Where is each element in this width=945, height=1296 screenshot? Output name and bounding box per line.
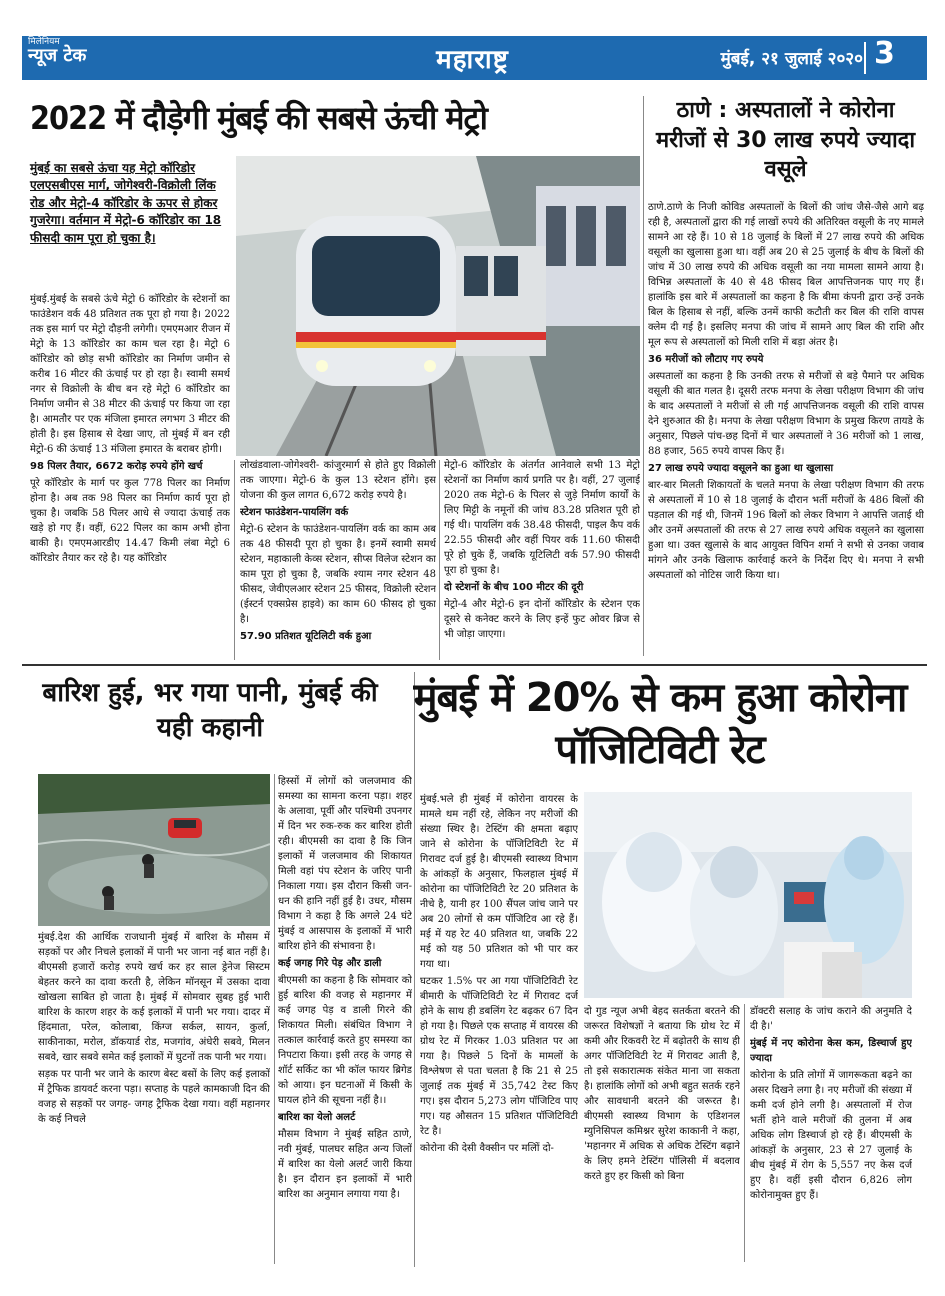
metro-col2-subhead-2: 57.90 प्रतिशत यूटिलिटी वर्क हुआ bbox=[240, 631, 372, 642]
page-separator bbox=[864, 42, 866, 74]
thane-headline: ठाणे : अस्पतालों ने कोरोना मरीजों से 30 लाख रुपये ज्यादा वसूले bbox=[655, 98, 916, 183]
corona-column-2 bbox=[584, 1004, 740, 1262]
corona-colD-text: दो गुड न्यूज अभी बेहद सतर्कता बरतने की जरूरत विशेषज्ञों ने बताया कि ग्रोथ रेट में कमी और रिकवरी रेट में बढ़ोतरी के साथ ही अगर पॉजिटिविटी रेट में गिरावट आती है, तो इसे सकारात्मक संकेत माना जा सकता है। हालांकि लोगों को अभी बहुत सतर्क रहने और सावधानी बरतने की जरूरत है। बीएमसी स्वास्थ्य विभाग के एडिशनल म्युनिसिपल कमिश्नर सुरेश काकानी ने कहा, 'महानगर में अधिक से अधिक टेस्टिंग बढ़ाने के लिए हमने टेस्टिंग पॉलिसी में बदलाव करते हुए हर किसी को बिना bbox=[584, 1006, 740, 1182]
metro-col3-subhead: दो स्टेशनों के बीच 100 मीटर की दूरी bbox=[444, 582, 584, 593]
rain-colA-text: मुंबई.देश की आर्थिक राजधानी मुंबई में बारिश के मौसम में सड़कों पर और निचले इलाकों में पानी भर जाना नई बात नहीं है। बीएमसी हजारों करोड़ रुपये खर्च कर हर साल ड्रेनेज सिस्टम बेहतर करने का दावा करती है, लेकिन मॉनसून में उसका दावा खोखला साबित हो जाता है। मुंबई में सोमवार सुबह हुई भारी बारिश के कारण शहर के कई इलाकों में पानी भर गया। दादर में हिंदमाता, परेल, कोलाबा, किंग्ज सर्कल, सायन, कुर्ला, साकीनाका, मरोल, डॉकयार्ड रोड, मजगांव, अंधेरी सबवे, मिलन सबवे, खार सबवे समेत कई इलाकों में घुटनों तक पानी भर गया। bbox=[38, 932, 270, 1063]
corona-column-1 bbox=[420, 792, 578, 1262]
brand-large: न्यूज टेक bbox=[28, 45, 87, 67]
metro-deck: मुंबई का सबसे ऊंचा यह मेट्रो कॉरिडोर एलएसबीएस मार्ग, जोगेश्वरी-विक्रोली लिंक रोड और मेट्रो-4 कॉरिडोर के ऊपर से होकर गुजरेगा। वर्तमान में मेट्रो-6 कॉरिडोर का 18 फीसदी काम पूरा हो चुका है। bbox=[30, 161, 222, 245]
metro-column-1 bbox=[30, 292, 230, 662]
rain-column-1 bbox=[38, 930, 270, 1270]
thane-subhead-1: 36 मरीजों को लौटाए गए रुपये bbox=[648, 354, 764, 365]
thane-p2: अस्पतालों का कहना है कि उनकी तरफ से मरीजों से बड़े पैमाने पर अधिक वसूली की बात गलत है। दूसरी तरफ मनपा के लेखा परीक्षण विभाग की जांच के बाद अस्पतालों ने मरीजों से ली गई आपत्तिजनक वसूली की राशि वापस देने शुरुआत की है। मनपा के लेखा परीक्षण विभाग के प्रमुख किरण तायडे के अनुसार, पिछले पांच-छह दिनों में चार अस्पतालों ने 36 मरीजों को 1 लाख, 88 हजार, 565 रुपये वापस किए हैं। bbox=[648, 371, 924, 457]
rain-column-2 bbox=[278, 774, 412, 1264]
ppe-testing-photo bbox=[584, 792, 912, 998]
corona-headline: मुंबई में 20% से कम हुआ कोरोना पॉजिटिविटी रेट bbox=[413, 675, 907, 773]
metro-col2-text: लोखंडवाला-जोगेश्वरी- कांजुरमार्ग से होते हुए विक्रोली तक जाएगा। मेट्रो-6 के कुल 13 स्टेशन होंगे। इस योजना की कुल लागत 6,672 करोड़ रुपये है। bbox=[240, 460, 436, 501]
page-number: 3 bbox=[874, 36, 895, 71]
column-rule bbox=[643, 96, 644, 656]
rain-headline: बारिश हुई, भर गया पानी, मुंबई की यही कहानी bbox=[42, 678, 378, 744]
thane-subhead-2: 27 लाख रुपये ज्यादा वसूलने का हुआ था खुलासा bbox=[648, 463, 834, 474]
rain-colB-text: हिस्सों में लोगों को जलजमाव की समस्या का सामना करना पड़ा। शहर के अलावा, पूर्वी और पश्चिमी उपनगर में दिन भर रुक-रुक कर बारिश होती रही। बीएमसी का दावा है कि जिन इलाकों में जलजमाव की शिकायत मिली वहां पंप स्टेशन के जरिए पानी निकाला गया। इस दौरान किसी जन-धन की हानि नहीं हुई है। उधर, मौसम विभाग ने कहा है कि अगले 24 घंटे मुंबई व आसपास के इलाकों में भारी बारिश होने की संभावना है। bbox=[278, 776, 412, 952]
corona-subhead: मुंबई में नए कोरोना केस कम, डिस्चार्ज हुए ज्यादा bbox=[750, 1038, 912, 1064]
corona-colE2-text: कोरोना के प्रति लोगों में जागरूकता बढ़ने का असर दिखने लगा है। नए मरीजों की संख्या में कमी दर्ज होने लगी है। अस्पतालों में रोज भर्ती होने वाले मरीजों की तुलना में अब अधिक लोग डिस्चार्ज हो रहे हैं। बीएमसी के आंकड़ों के अनुसार, 23 से 27 जुलाई के बीच मुंबई में रोग के 5,557 नए केस दर्ज हुए है। वहीं इसी दौरान 6,826 लोग कोरोनामुक्त हुए हैं। bbox=[750, 1070, 912, 1201]
metro-col3-text: मेट्रो-6 कॉरिडोर के अंतर्गत आनेवाले सभी 13 मेट्रो स्टेशनों का निर्माण कार्य प्रगति पर है। वहीं, 27 जुलाई 2020 तक मेट्रो-6 के पिलर से जुड़े निर्माण कार्यों के लिए मिट्टी के नमूनों की जांच 83.28 प्रतिशत पूरी हो गई थी। पायलिंग वर्क 38.48 फीसदी, पाइल कैप वर्क 22.55 फीसदी और वहीं पियर वर्क 11.60 फीसदी पूरे हो चुके हैं, जबकि यूटिलिटी वर्क 57.90 फीसदी पूरा हो चुका है। bbox=[444, 460, 640, 576]
thane-body bbox=[648, 200, 924, 660]
thane-p3: बार-बार मिलती शिकायतों के चलते मनपा के लेखा परीक्षण विभाग की तरफ से अस्पतालों में 10 से 18 जुलाई के दौरान भर्ती मरीजों के 486 बिलों की पड़ताल की गई थी, जिनमें 196 बिलों को लेकर विभाग ने आपत्ति जताई थी और उनमें अस्पतालों की तरफ से 27 लाख रुपये अधिक वसूलने का खुलासा हुआ था। उक्त खुलासे के बाद आयुक्त विपिन शर्मा ने सभी से उनका जवाब मांगने और उनके खिलाफ कार्रवाई करने के निर्देश दिए थे। मनपा ने सभी अस्पतालों को नोटिस जारी किया था। bbox=[648, 480, 924, 581]
column-rule bbox=[439, 460, 440, 660]
column-rule bbox=[234, 460, 235, 660]
issue-date: मुंबई, २१ जुलाई २०२० bbox=[720, 49, 863, 69]
section-title: महाराष्ट्र bbox=[436, 45, 509, 75]
metro-col1-subhead: 98 पिलर तैयार, 6672 करोड़ रुपये होंगे खर्च bbox=[30, 461, 203, 472]
brand-small: मिलेनियम bbox=[28, 37, 60, 47]
rain-subhead-1: कई जगह गिरे पेड़ और डाली bbox=[278, 958, 382, 969]
corona-colE-text: डॉक्टरी सलाह के जांच कराने की अनुमति दे दी है।' bbox=[750, 1006, 912, 1032]
section-divider bbox=[22, 664, 927, 666]
metro-column-2 bbox=[240, 458, 436, 662]
corona-column-3 bbox=[750, 1004, 912, 1262]
rain-subhead-2: बारिश का येलो अलर्ट bbox=[278, 1112, 356, 1123]
corona-colC-text: मुंबई.भले ही मुंबई में कोरोना वायरस के मामले थम नहीं रहे, लेकिन नए मरीजों की संख्या स्थिर है। टेस्टिंग की क्षमता बढ़ाए जाने से कोरोना के पॉजिटिविटी रेट में गिरावट दर्ज हुई है। बीएमसी स्वास्थ्य विभाग के आंकड़ों के अनुसार, फिलहाल मुंबई में कोरोना का पॉजिटिविटी रेट 20 प्रतिशत के नीचे है, यानी हर 100 सैंपल जांच जाने पर अब 20 लोगों से कम पॉजिटिव आ रहे हैं। मई में यह रेट 40 प्रतिशत था, जबकि 22 मई को यह 50 प्रतिशत को भी पार कर गया था। bbox=[420, 794, 578, 970]
metro-col2-subhead: स्टेशन फाउंडेशन-पायलिंग वर्क bbox=[240, 507, 349, 518]
corona-colC3-text: कोरोना की देसी वैक्सीन पर मलिों दो- bbox=[420, 1143, 554, 1154]
metro-col2b-text: मेट्रो-6 स्टेशन के फाउंडेशन-पायलिंग वर्क का काम अब तक 48 फीसदी पूरा हो चुका है। इनमें स्वामी समर्थ स्टेशन, महाकाली केव्स स्टेशन, सीप्स विलेज स्टेशन का काम पूरा हो चुका है, जबकि श्याम नगर स्टेशन 48 फीसद, जेवीएलआर स्टेशन 25 फीसद, विक्रोली स्टेशन (ईस्टर्न एक्सप्रेस हाइवे) का काम 60 फीसद हो चुका है। bbox=[240, 524, 436, 625]
column-rule bbox=[274, 774, 275, 1264]
rain-colB3-text: मौसम विभाग ने मुंबई सहित ठाणे, नवी मुंबई, पालघर सहित अन्य जिलों में बारिश का येलो अलर्ट जारी किया है। इन दौरान इन इलाकों में भारी बारिश का अनुमान लगाया गया है। bbox=[278, 1129, 412, 1200]
metro-headline: 2022 में दौड़ेगी मुंबई की सबसे ऊंची मेट्रो bbox=[30, 99, 487, 137]
column-rule bbox=[744, 1004, 745, 1262]
rain-colA2-text: सड़क पर पानी भर जाने के कारण बेस्ट बसों के लिए कई इलाकों में ट्रैफिक डायवर्ट करना पड़ा। सप्ताह के पहले कामकाजी दिन की वजह से सड़कों पर जगह- जगह ट्रैफिक देखा गया। वहीं महानगर के कई निचले bbox=[38, 1069, 270, 1125]
metro-col1b-text: पूरे कॉरिडोर के मार्ग पर कुल 778 पिलर का निर्माण होना है। अब तक 98 पिलर का निर्माण कार्य पूरा हो चुका है। जबकि 58 पिलर आधे से ज्यादा ऊंचाई तक खड़े हो गए हैं। वहीं, 622 पिलर का काम अभी होना बाकी है। एमएमआरडीए 14.47 किमी लंबा मेट्रो 6 कॉरिडोर तैयार कर रहे है। यह कॉरिडोर bbox=[30, 478, 230, 564]
metro-column-3 bbox=[444, 458, 640, 662]
metro-train-photo bbox=[236, 156, 640, 456]
thane-p1: ठाणे.ठाणे के निजी कोविड अस्पतालों के बिलों की जांच जैसे-जैसे आगे बढ़ रही है, अस्पतालों द्वारा की गई लाखों रुपये की अतिरिक्त वसूली के नए मामले सामने आ रहे हैं। 10 से 18 जुलाई के बिलों में 27 लाख रुपये की अधिक वसूली का खुलासा हुआ था। वहीं अब 20 से 25 जुलाई के बीच के बिलों की जांच में 30 लाख रुपये की अधिक वसूली का नया मामला सामने आया है। विभिन्न अस्पतालों के 40 से 48 फीसद बिल आपत्तिजनक पाए गए हैं। हालांकि इस बारे में अस्पतालों का कहना है कि बीमा कंपनी द्वारा उन्हें उनके बिल के हिसाब से नहीं, बल्कि उनमें काफी कटौती कर बिल की राशि वापस क्लेम दी गई है। इसलिए मनपा की जांच में सामने आए बिल की राशि और मूल रूप से अस्पतालों को मिली राशि में बड़ा अंतर है। bbox=[648, 202, 924, 348]
rain-colB2-text: बीएमसी का कहना है कि सोमवार को हुई बारिश की वजह से महानगर में कई जगह पेड़ व डाली गिरने की शिकायत मिली। संबंधित विभाग ने तत्काल कार्रवाई करते हुए समस्या का निपटारा किया। इसी तरह के जगह से शॉर्ट सर्किट का भी कॉल फायर ब्रिगेड को आया। इन घटनाओं में किसी के घायल होने की सूचना नहीं है।। bbox=[278, 975, 412, 1106]
metro-col3c-text: मेट्रो-4 और मेट्रो-6 इन दोनों कॉरिडोर के स्टेशन एक दूसरे से कनेक्ट करने के लिए इन्हें फुट ओवर ब्रिज से भी जोड़ा जाएगा। bbox=[444, 599, 640, 640]
flood-photo bbox=[38, 774, 270, 926]
corona-colC2-text: घटकर 1.5% पर आ गया पॉजिटिविटी रेट बीमारी के पॉजिटिविटी रेट में गिरावट दर्ज होने के साथ ही डबलिंग रेट बढ़कर 67 दिन हो गया है। पिछले एक सप्ताह में वायरस की ग्रोथ रेट में गिरकर 1.03 प्रतिशत पर आ गया है। पिछले 5 दिनों के मामलों के विश्लेषण से पता चलता है कि 21 से 25 जुलाई तक मुंबई में 35,742 टेस्ट किए गए। इस दौरान 5,273 लोग पॉजिटिव पाए गए। यह औसतन 15 प्रतिशत पॉजिटिविटी रेट है। bbox=[420, 976, 578, 1137]
metro-col1-text: मुंबई.मुंबई के सबसे ऊंचे मेट्रो 6 कॉरिडोर के स्टेशनों का फाउंडेशन वर्क 48 प्रतिशत तक पूरा हो गया है। 2022 तक इस मार्ग पर मेट्रो दौड़नी लगेगी। एमएमआर रीजन में मेट्रो के 13 कॉरिडोर का काम चल रहा है। मेट्रो 6 कॉरिडोर को छोड़ सभी कॉरिडोर का निर्माण जमीन से करीब 16 मीटर की ऊंचाई पर हो रहा है। स्वामी समर्थ नगर से विक्रोली के बीच बन रहे मेट्रो 6 कॉरिडोर का निर्माण जमीन से 38 मीटर की ऊंचाई पर किया जा रहा है। आमतौर पर एक मंजिला इमारत लगभग 3 मीटर की होती है। इस हिसाब से देखा जाए, तो मुंबई में बन रही मेट्रो-6 की ऊंचाई 13 मंजिला इमारत के बराबर होगी। bbox=[30, 294, 230, 455]
